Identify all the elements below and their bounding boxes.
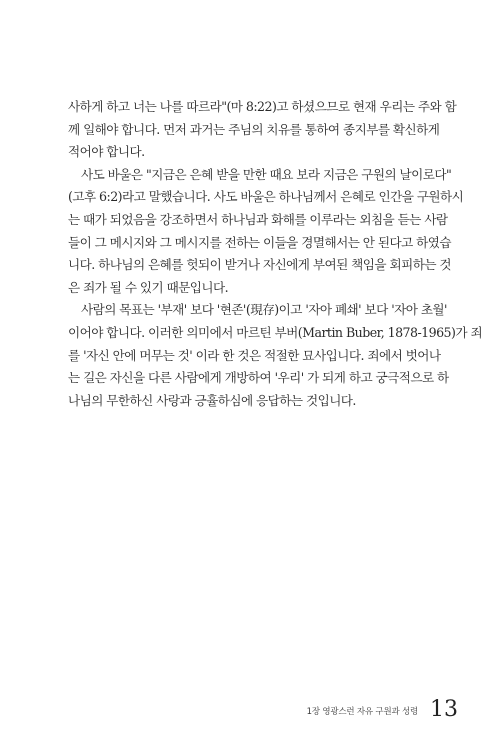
page-number: 13: [430, 697, 458, 722]
text-line: 께 일해야 합니다. 먼저 과거는 주님의 치유를 통하여 종지부를 확신하게: [68, 121, 440, 137]
text-line: 는 길은 자신을 다른 사람에게 개방하여 '우리' 가 되게 하고 궁극적으로 하: [68, 370, 449, 386]
text-line: 이어야 합니다. 이러한 의미에서 마르틴 부버(Martin Buber, 1878-1965)가 죄: [68, 324, 483, 340]
page-footer: [307, 693, 458, 721]
paragraph-3: [68, 299, 483, 412]
paragraph-2: [68, 164, 464, 300]
text-line: 사도 바울은 "지금은 은혜 받을 만한 때요 보라 지금은 구원의 날이로다": [81, 166, 452, 182]
text-line: 사하게 하고 너는 나를 따르라"(마 8:22)고 하셨으므로 현재 우리는 주와 함: [68, 99, 457, 114]
text-line: 니다. 하나님의 은혜를 헛되이 받거나 자신에게 부여된 책임을 회피하는 것: [68, 257, 451, 273]
text-line: 사람의 목표는 '부재' 보다 '현존'(現存)이고 '자아 폐쇄' 보다 '자아 초월': [81, 302, 447, 318]
text-line: 적어야 합니다.: [68, 144, 145, 160]
paragraph-1: [68, 96, 457, 164]
text-line: 를 '자신 안에 머무는 것' 이라 한 것은 적절한 묘사입니다. 죄에서 벗어나: [68, 347, 441, 363]
text-line: (고후 6:2)라고 말했습니다. 사도 바울은 하나님께서 은혜로 인간을 구원하시: [68, 189, 464, 205]
text-line: 은 죄가 될 수 있기 때문입니다.: [68, 279, 229, 295]
body-text: [68, 96, 483, 412]
text-line: 들이 그 메시지와 그 메시지를 전하는 이들을 경멸해서는 안 된다고 하였습: [68, 234, 451, 250]
text-line: 는 때가 되었음을 강조하면서 하나님과 화해를 이루라는 외침을 듣는 사람: [68, 211, 448, 227]
running-head: 1장 영광스런 자유 구원과 성령: [306, 707, 418, 717]
text-line: 나님의 무한하신 사랑과 긍휼하심에 응답하는 것입니다.: [68, 392, 356, 408]
